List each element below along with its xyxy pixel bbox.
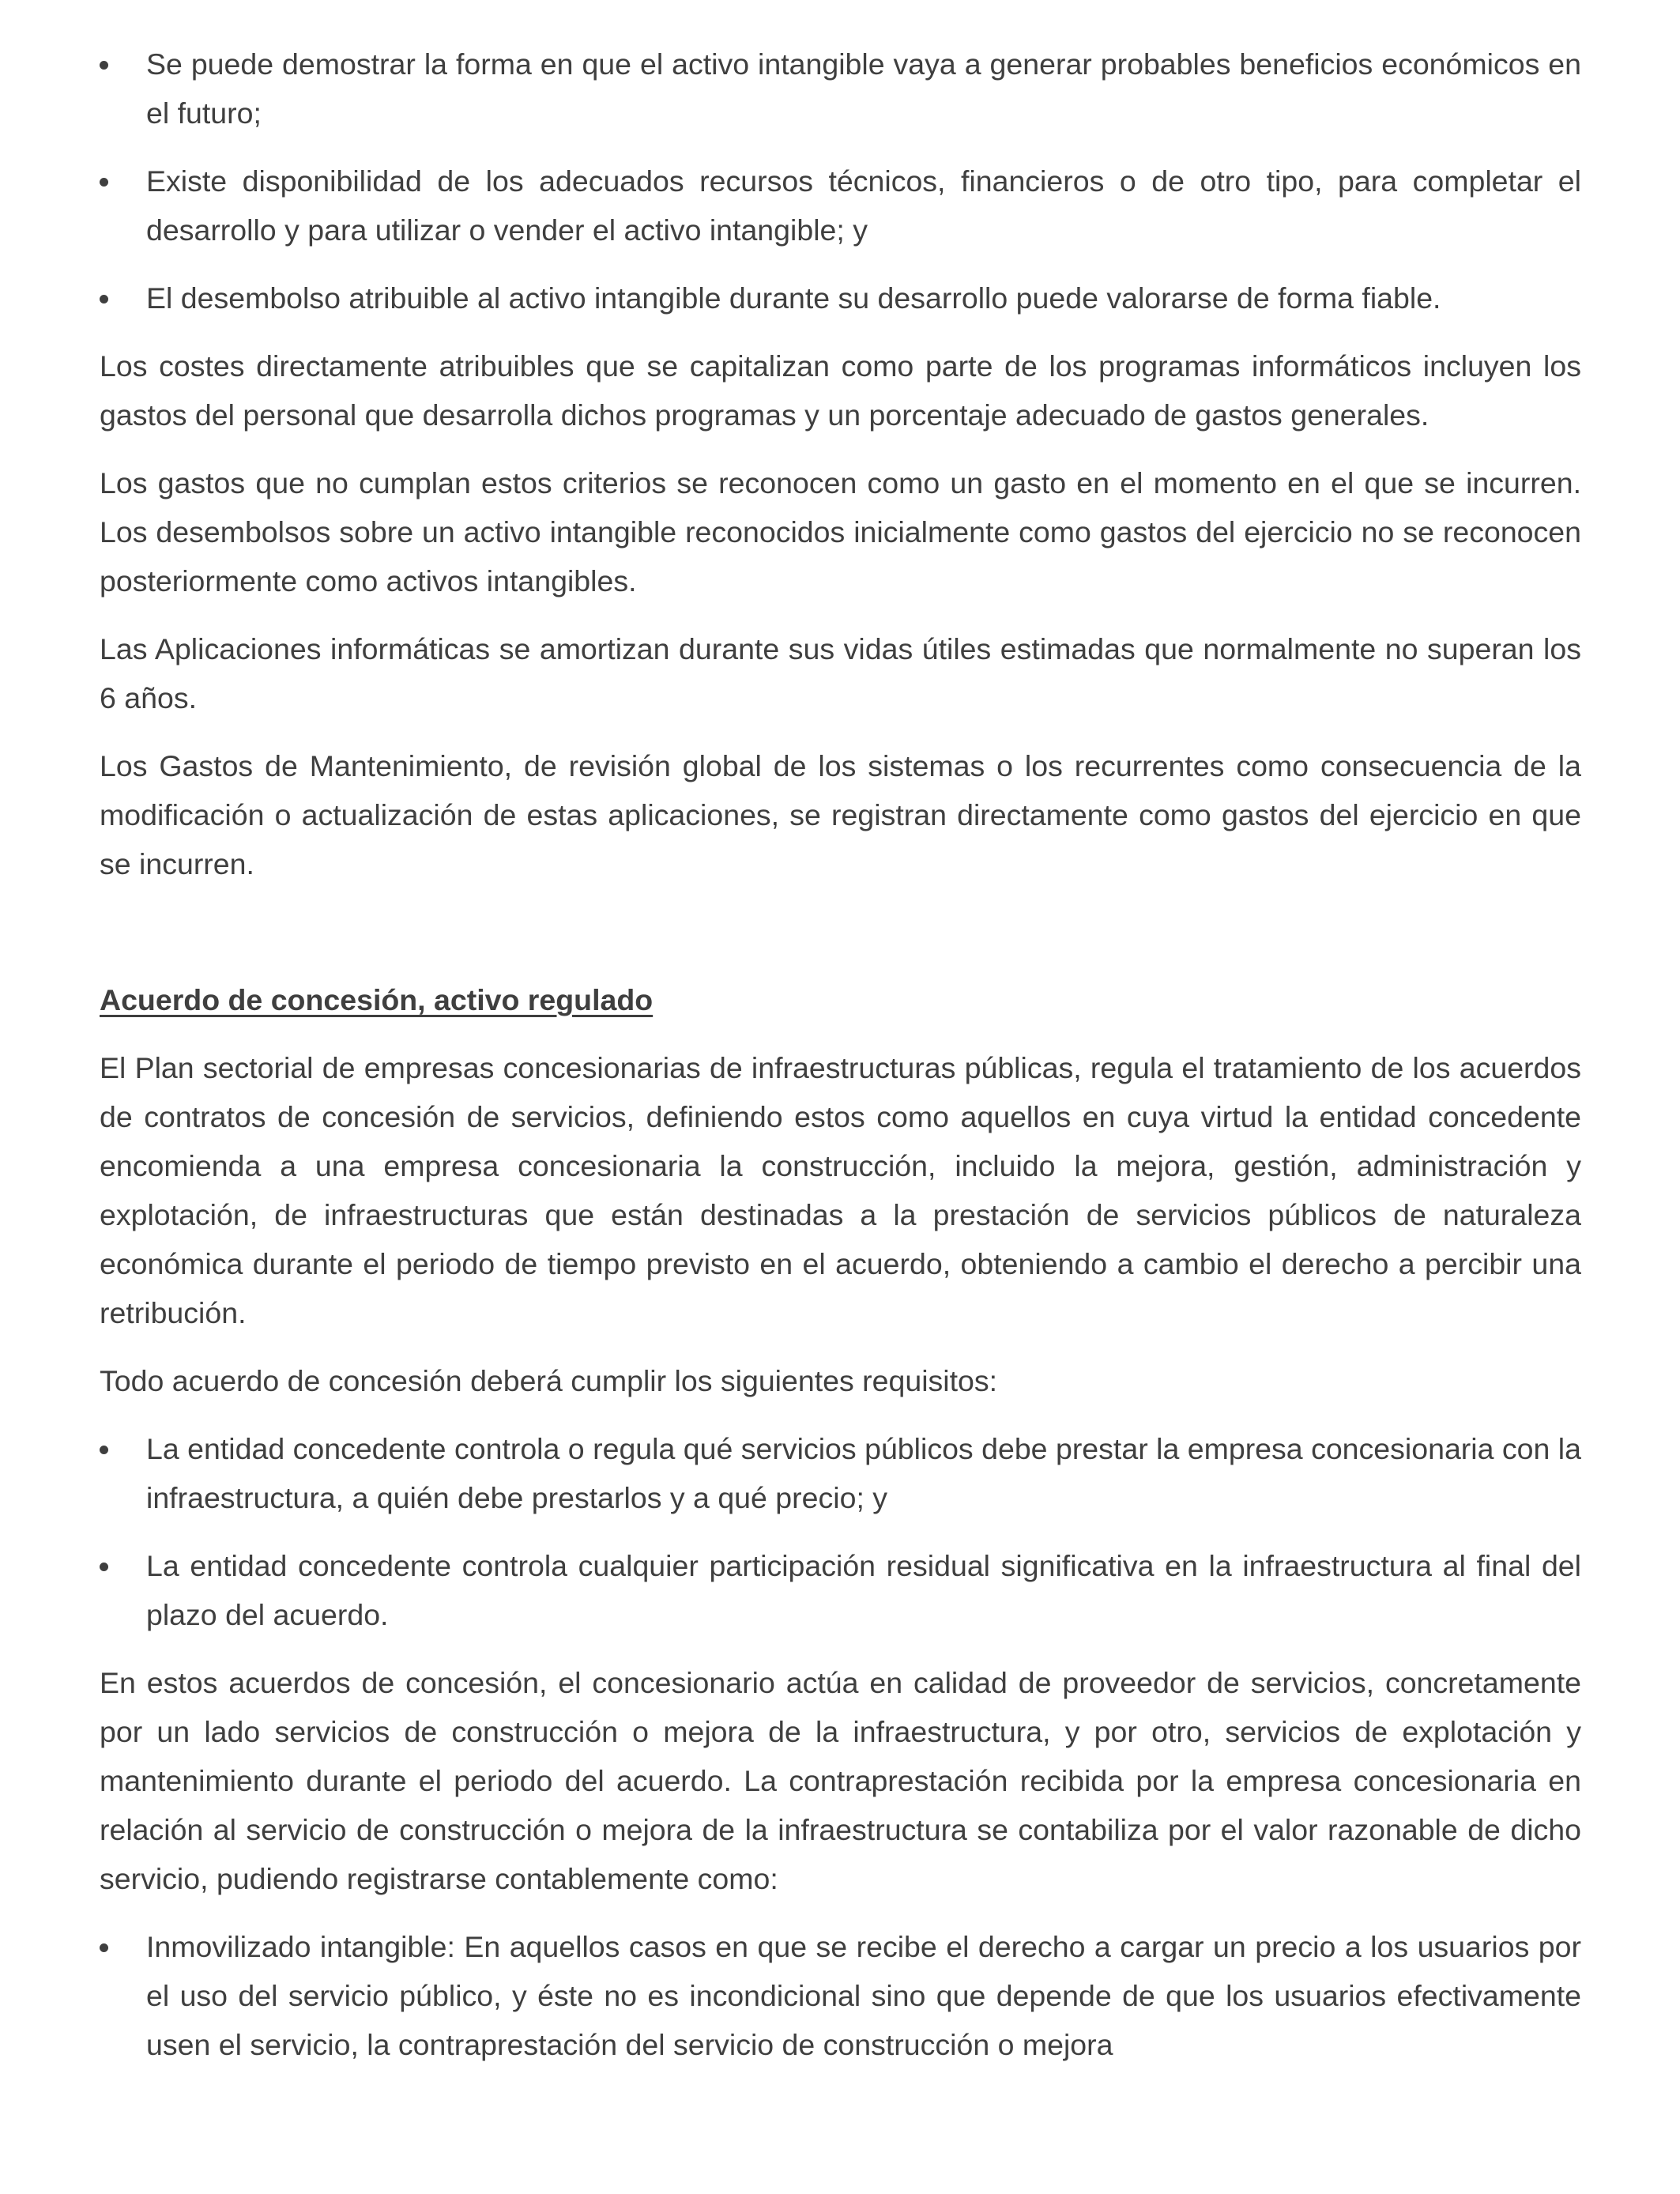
list-item-text: El desembolso atribuible al activo intangible durante su desarrollo puede valorarse de forma fiable.: [146, 281, 1441, 315]
bullet-icon: [100, 1446, 108, 1454]
bullet-icon: [100, 1943, 108, 1952]
list-item: [100, 1424, 1581, 1522]
requirements-list: [100, 1424, 1581, 1639]
section-spacer: [100, 907, 1581, 975]
bullet-icon: [100, 295, 108, 303]
paragraph: Todo acuerdo de concesión deberá cumplir los siguientes requisitos:: [100, 1364, 998, 1397]
paragraph: Los gastos que no cumplan estos criterios se reconocen como un gasto en el momento en el que se incurren. Los desembolsos sobre un activo intangible reconocidos inicialmente como gastos del ejercicio no se reconocen posteriormente como activos intangibles.: [100, 466, 1581, 598]
list-item: [100, 40, 1581, 138]
list-item-text: Se puede demostrar la forma en que el activo intangible vaya a generar probables beneficios económicos en el futuro;: [146, 47, 1581, 130]
paragraph: El Plan sectorial de empresas concesionarias de infraestructuras públicas, regula el tratamiento de los acuerdos de contratos de concesión de servicios, definiendo estos como aquellos en cuya virtud la entidad concedente encomienda a una empresa concesionaria la construcción, incluido la mejora, gestión, administración y explotación, de infraestructuras que están destinadas a la prestación de servicios públicos de naturaleza económica durante el periodo de tiempo previsto en el acuerdo, obteniendo a cambio el derecho a percibir una retribución.: [100, 1051, 1581, 1329]
paragraph: Los Gastos de Mantenimiento, de revisión global de los sistemas o los recurrentes como consecuencia de la modificación o actualización de estas aplicaciones, se registran directamente como gastos del ejercicio en que se incurren.: [100, 749, 1581, 880]
list-item-text: La entidad concedente controla cualquier participación residual significativa en la infraestructura al final del plazo del acuerdo.: [146, 1549, 1581, 1631]
paragraph: Las Aplicaciones informáticas se amortizan durante sus vidas útiles estimadas que normalmente no superan los 6 años.: [100, 632, 1581, 714]
bullet-icon: [100, 1563, 108, 1571]
bullet-icon: [100, 61, 108, 70]
accounting-list: [100, 1922, 1581, 2069]
paragraph: Los costes directamente atribuibles que se capitalizan como parte de los programas informáticos incluyen los gastos del personal que desarrolla dichos programas y un porcentaje adecuado de gastos generales.: [100, 349, 1581, 432]
list-item: [100, 1541, 1581, 1639]
list-item-text: Existe disponibilidad de los adecuados recursos técnicos, financieros o de otro tipo, para completar el desarrollo y para utilizar o vender el activo intangible; y: [146, 164, 1581, 247]
list-item: [100, 1922, 1581, 2069]
paragraph: En estos acuerdos de concesión, el concesionario actúa en calidad de proveedor de servicios, concretamente por un lado servicios de construcción o mejora de la infraestructura, y por otro, servicios de explotación y mantenimiento durante el periodo del acuerdo. La contraprestación recibida por la empresa concesionaria en relación al servicio de construcción o mejora de la infraestructura se contabiliza por el valor razonable de dicho servicio, pudiendo registrarse contablemente como:: [100, 1666, 1581, 1895]
list-item-text: Inmovilizado intangible: En aquellos casos en que se recibe el derecho a cargar un precio a los usuarios por el uso del servicio público, y éste no es incondicional sino que depende de que los usuarios efectivamente usen el servicio, la contraprestación del servicio de construcción o mejora: [146, 1930, 1581, 2061]
page-content: [100, 40, 1581, 2088]
list-item-text: La entidad concedente controla o regula qué servicios públicos debe prestar la empresa concesionaria con la infraestructura, a quién debe prestarlos y a qué precio; y: [146, 1432, 1581, 1514]
list-item: [100, 273, 1581, 322]
bullet-icon: [100, 178, 108, 187]
criteria-list: [100, 40, 1581, 322]
section-heading: Acuerdo de concesión, activo regulado: [100, 983, 654, 1016]
list-item: [100, 156, 1581, 254]
